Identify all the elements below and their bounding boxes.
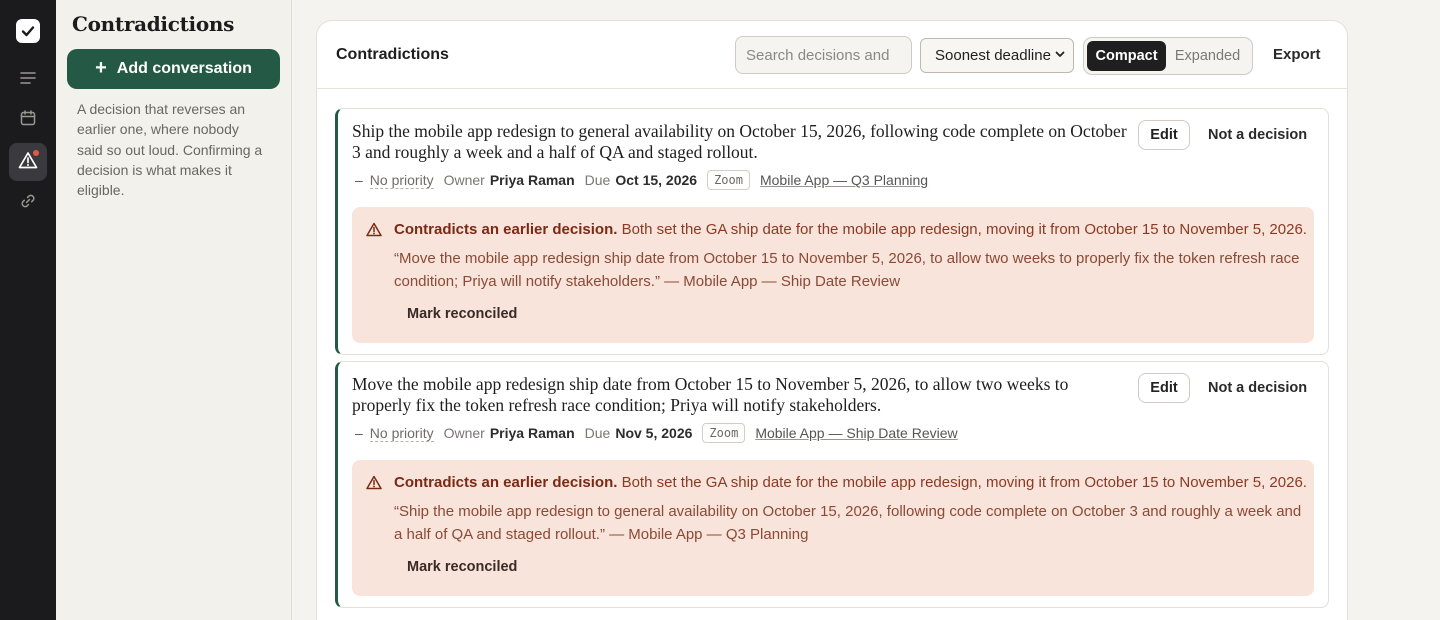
notification-badge (33, 150, 39, 156)
contradiction-summary-text: Both set the GA ship date for the mobile app redesign, moving it from October 15 to November 5, 2026. (621, 221, 1307, 238)
owner-label: Owner (443, 425, 485, 441)
not-a-decision-button[interactable]: Not a decision (1208, 380, 1308, 396)
priority-dash-icon: – (355, 172, 363, 188)
contradiction-panel (352, 207, 1314, 343)
contradiction-quote: “Move the mobile app redesign ship date from October 15 to November 5, 2026, to allow two weeks to properly fix the token refresh race condition; Priya will notify stakeholders.” — Mobile App — Ship Date Review (394, 250, 1300, 290)
calendar-icon (19, 109, 37, 132)
decision-meta (355, 170, 928, 190)
warning-icon (366, 222, 382, 242)
side-panel-description: A decision that reverses an earlier one, where nobody said so out loud. Confirming a decision is what makes it eligible. (77, 101, 263, 199)
app-rail (0, 0, 56, 620)
contradiction-quote: “Ship the mobile app redesign to general availability on October 15, 2026, following code complete on October 3 and roughly a week and a half of QA and staged rollout.” — Mobile App — Q3 Planning (394, 503, 1302, 543)
platform-tag: Zoom (702, 423, 745, 443)
main-card (316, 20, 1348, 620)
mark-reconciled-button[interactable]: Mark reconciled (407, 559, 518, 575)
plus-icon: + (95, 57, 107, 79)
list-icon (19, 69, 37, 92)
decision-card (335, 108, 1329, 355)
owner-value: Priya Raman (489, 172, 575, 188)
side-panel-title: Contradictions (72, 12, 235, 36)
search-input[interactable] (735, 36, 912, 74)
platform-tag: Zoom (707, 170, 750, 190)
contradiction-summary-text: Both set the GA ship date for the mobile app redesign, moving it from October 15 to November 5, 2026. (621, 474, 1307, 491)
view-toggle (1083, 37, 1253, 75)
rail-item-list[interactable] (9, 61, 47, 99)
warning-icon (366, 475, 382, 495)
contradiction-heading: Contradicts an earlier decision. (394, 474, 618, 491)
owner-value: Priya Raman (489, 425, 575, 441)
rail-item-calendar[interactable] (9, 101, 47, 139)
decision-meta (355, 423, 958, 443)
app-logo-icon[interactable] (16, 19, 40, 43)
contradiction-summary (394, 221, 1307, 238)
link-icon (19, 192, 37, 215)
due-value: Nov 5, 2026 (615, 425, 693, 441)
not-a-decision-button[interactable]: Not a decision (1208, 127, 1308, 143)
contradiction-heading: Contradicts an earlier decision. (394, 221, 618, 238)
edit-button[interactable]: Edit (1138, 373, 1190, 403)
due-value: Oct 15, 2026 (615, 172, 698, 188)
edit-button[interactable]: Edit (1138, 120, 1190, 150)
sort-select-value: Soonest deadline (935, 47, 1051, 64)
page-title: Contradictions (336, 46, 449, 63)
decision-card (335, 361, 1329, 608)
rail-item-contradictions[interactable] (9, 143, 47, 181)
side-panel (56, 0, 292, 620)
due-label: Due (584, 172, 611, 188)
main-header (317, 21, 1347, 89)
priority-selector[interactable]: No priority (369, 424, 434, 441)
priority-dash-icon: – (355, 425, 363, 441)
sort-select[interactable] (920, 38, 1074, 73)
view-option-compact[interactable]: Compact (1087, 41, 1166, 71)
decision-text: Ship the mobile app redesign to general availability on October 15, 2026, following code complete on October 3 and roughly a week and a half of QA and staged rollout. (352, 121, 1127, 162)
contradiction-summary (394, 474, 1307, 491)
chevron-down-icon (1054, 48, 1066, 63)
mark-reconciled-button[interactable]: Mark reconciled (407, 306, 518, 322)
export-button[interactable]: Export (1273, 46, 1321, 63)
decision-text: Move the mobile app redesign ship date from October 15 to November 5, 2026, to allow two weeks to properly fix the token refresh race condition; Priya will notify stakeholders. (352, 374, 1069, 415)
due-label: Due (584, 425, 611, 441)
rail-item-links[interactable] (9, 184, 47, 222)
priority-selector[interactable]: No priority (369, 171, 434, 188)
owner-label: Owner (443, 172, 485, 188)
contradiction-panel (352, 460, 1314, 596)
add-conversation-button[interactable] (67, 49, 280, 89)
add-conversation-label: Add conversation (116, 60, 252, 77)
source-meeting-link[interactable]: Mobile App — Q3 Planning (759, 172, 929, 188)
source-meeting-link[interactable]: Mobile App — Ship Date Review (755, 425, 958, 441)
view-option-expanded[interactable]: Expanded (1174, 48, 1241, 64)
